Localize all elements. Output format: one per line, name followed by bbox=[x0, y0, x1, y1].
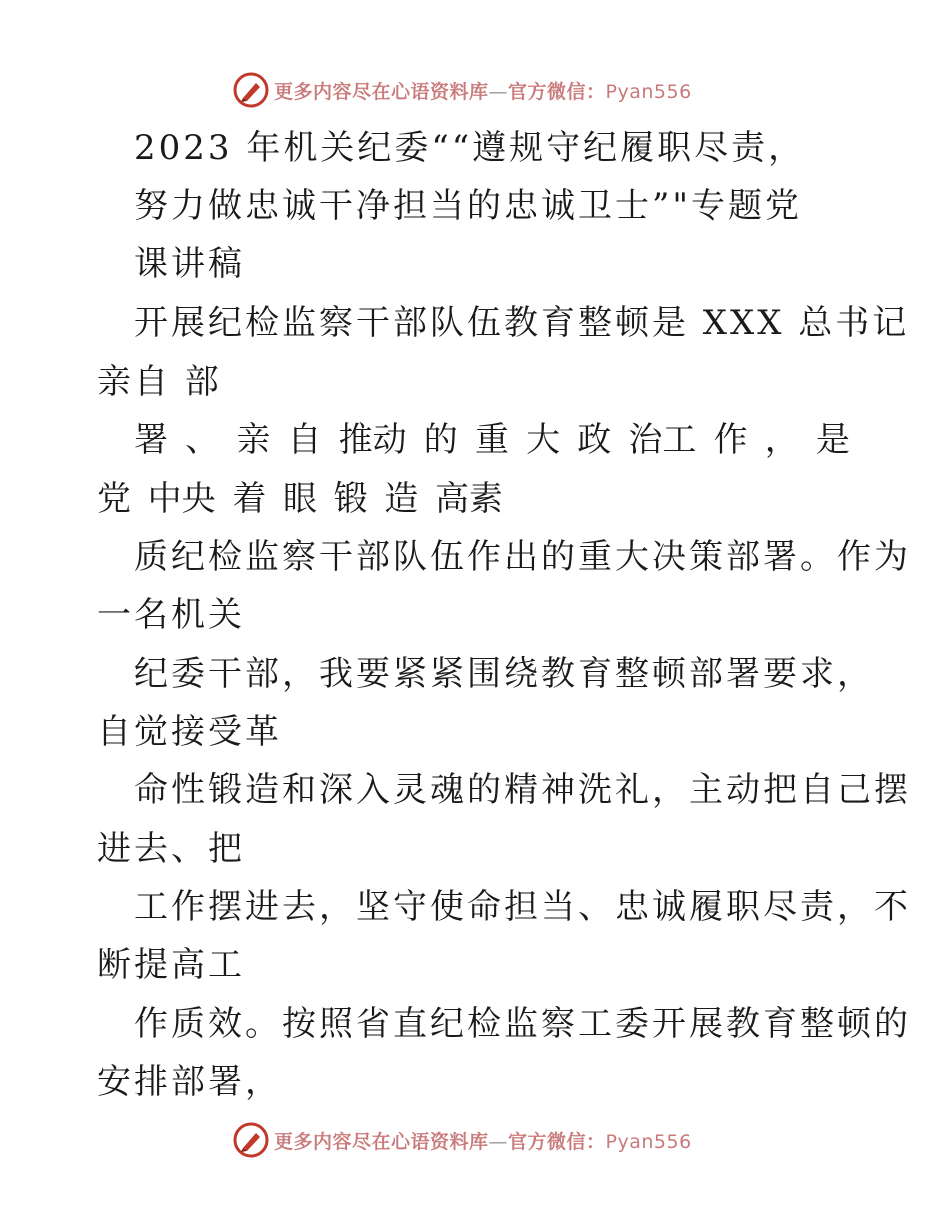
body-line-9: 命性锻造和深入灵魂的精神洗礼，主动把自己摆 bbox=[134, 770, 911, 810]
footer-banner bbox=[232, 1120, 692, 1160]
banner-wechat-label: 官方微信： bbox=[508, 1130, 606, 1153]
word: 大 bbox=[526, 420, 561, 460]
word: 中央 bbox=[147, 479, 216, 519]
header-banner bbox=[232, 70, 692, 110]
pen-logo-icon bbox=[232, 71, 270, 109]
word: 治工 bbox=[628, 420, 697, 460]
banner-text bbox=[274, 77, 692, 104]
body-line-10: 进去、把 bbox=[97, 829, 245, 869]
body-line-7: 纪委干部，我要紧紧围绕教育整顿部署要求， bbox=[134, 654, 874, 694]
word: 锻 bbox=[333, 479, 368, 519]
word: 造 bbox=[384, 479, 419, 519]
body-line-14: 安排部署， bbox=[97, 1062, 282, 1102]
doc-title-line-1: 2023 年机关纪委““遵规守纪履职尽责， bbox=[134, 128, 806, 168]
word: 自 bbox=[287, 420, 322, 460]
pen-logo-icon bbox=[232, 1121, 270, 1159]
banner-wechat-id: Pyan556 bbox=[605, 80, 692, 103]
banner-wechat-label: 官方微信： bbox=[508, 80, 606, 103]
word: 高素 bbox=[434, 479, 503, 519]
body-line-13: 作质效。按照省直纪检监察工委开展教育整顿的 bbox=[134, 1004, 911, 1044]
banner-title: 更多内容尽在心语资料库 bbox=[274, 80, 489, 103]
word: 亲 bbox=[236, 420, 271, 460]
word: ， bbox=[764, 420, 799, 460]
body-line-2: 亲自 部 bbox=[97, 362, 222, 402]
body-line-5: 质纪检监察干部队伍作出的重大决策部署。作为 bbox=[134, 537, 911, 577]
banner-dash: — bbox=[488, 1130, 509, 1153]
body-line-11: 工作摆进去，坚守使命担当、忠诚履职尽责，不 bbox=[134, 887, 911, 927]
word: 署 bbox=[134, 420, 168, 460]
word: 是 bbox=[815, 420, 850, 460]
body-line-8: 自觉接受革 bbox=[97, 712, 282, 752]
word: 党 bbox=[97, 479, 131, 519]
word: 、 bbox=[185, 420, 220, 460]
word: 推动 bbox=[338, 420, 407, 460]
banner-text bbox=[274, 1127, 692, 1154]
body-line-1: 开展纪检监察干部队伍教育整顿是 XXX 总书记 bbox=[134, 303, 910, 343]
word: 重 bbox=[474, 420, 509, 460]
body-line-6: 一名机关 bbox=[97, 595, 245, 635]
body-line-12: 断提高工 bbox=[97, 945, 245, 985]
banner-title: 更多内容尽在心语资料库 bbox=[274, 1130, 489, 1153]
banner-wechat-id: Pyan556 bbox=[605, 1130, 692, 1153]
banner-dash: — bbox=[488, 80, 509, 103]
word: 政 bbox=[577, 420, 612, 460]
word: 眼 bbox=[282, 479, 317, 519]
word: 的 bbox=[423, 420, 458, 460]
word: 作 bbox=[713, 420, 748, 460]
body-line-3 bbox=[134, 420, 850, 460]
doc-title-line-3: 课讲稿 bbox=[134, 244, 245, 284]
doc-title-line-2: 努力做忠诚干净担当的忠诚卫士”"专题党 bbox=[134, 186, 803, 226]
word: 着 bbox=[232, 479, 267, 519]
body-line-4 bbox=[97, 479, 503, 519]
